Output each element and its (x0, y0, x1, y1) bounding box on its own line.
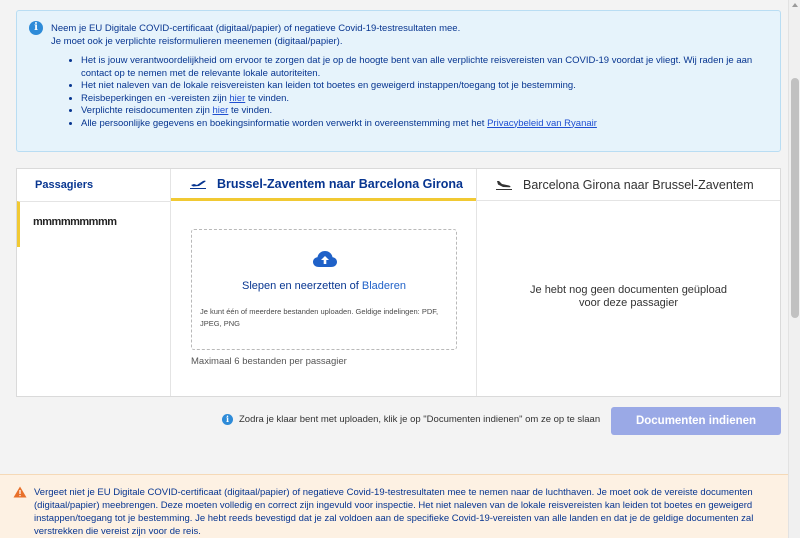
no-documents-line1: Je hebt nog geen documenten geüpload (530, 284, 727, 296)
browse-link[interactable]: Bladeren (361, 280, 406, 292)
travel-documents-link[interactable]: hier (212, 105, 229, 116)
page-scrollbar[interactable] (788, 0, 800, 538)
no-documents-line2: voor deze passagier (578, 297, 679, 309)
info-icon: i (29, 21, 43, 35)
info-bullet (81, 93, 781, 106)
scrollbar-thumb[interactable] (791, 78, 799, 318)
warning-box (0, 474, 788, 538)
passenger-item[interactable] (17, 201, 170, 247)
plane-takeoff-icon (189, 178, 207, 190)
dropzone-text: Slepen en neerzetten of (242, 280, 362, 292)
passenger-name: mmmmmmmmm (33, 216, 117, 228)
info-bullet (81, 118, 781, 131)
warning-icon (13, 485, 27, 497)
info-bullet: • Het is jouw verantwoordelijkheid om ervoor te zorgen dat je op de hoogte bent van alle verplichte reisvereisten van COVID-19 voordat je vliegt. Wij raden je aan contact op te nemen met de relevante lokale autoriteiten. (81, 55, 781, 80)
info-heading (51, 22, 460, 48)
bullet-text: Alle persoonlijke gegevens en boekingsinformatie worden verwerkt in overeenstemming met het (81, 117, 488, 129)
dropzone-instruction (192, 280, 456, 292)
warning-text: Vergeet niet je EU Digitale COVID-certificaat (digitaal/papier) of negatieve Covid-19-testresultaten mee te nemen naar de luchthaven. Je moet ook de vereiste documenten (digitaal/papier) meebrengen. Deze moeten volledig en correct zijn ingevuld voor inspectie. Het niet naleven van de lokale reisvereisten kan leiden tot boetes en geweigerd instappen/toegang tot je bestemming. Je hebt reeds bevestigd dat je zal voldoen aan de specifieke Covid-19-vereisten van alle landen en dat je de geldige documenten zal verstrekken die vereist zijn voor de reis. (34, 487, 754, 537)
bullet-text: te vinden. (228, 105, 273, 116)
info-heading-line2: Je moet ook je verplichte reisformulieren meenemen (digitaal/papier). (51, 36, 343, 47)
info-icon: i (222, 414, 233, 425)
tab-return-label: Barcelona Girona naar Brussel-Zaventem (523, 177, 754, 192)
submit-note-text: Zodra je klaar bent met uploaden, klik je op "Documenten indienen" om ze op te slaan (239, 414, 601, 425)
submit-note (222, 414, 600, 425)
info-heading-line1: Neem je EU Digitale COVID-certificaat (digitaal/papier) of negatieve Covid-19-testresultaten mee. (51, 23, 461, 34)
covid-info-box (16, 10, 781, 152)
document-upload-panel (16, 168, 781, 397)
info-bullet-list (81, 55, 781, 130)
info-bullet (81, 105, 781, 118)
cloud-upload-icon (312, 250, 338, 268)
plane-landing-icon (495, 179, 513, 191)
tab-outbound-flight[interactable] (171, 169, 476, 201)
tab-return-flight[interactable] (476, 169, 780, 201)
tab-outbound-label: Brussel-Zaventem naar Barcelona Girona (217, 176, 463, 191)
bullet-text: Verplichte reisdocumenten zijn (81, 105, 213, 116)
submit-documents-button[interactable]: Documenten indienen (611, 407, 781, 435)
passengers-column (17, 169, 171, 396)
privacy-policy-link[interactable]: Privacybeleid van Ryanair (487, 117, 597, 129)
travel-restrictions-link[interactable]: hier (229, 92, 246, 104)
dropzone-format-hint: Je kunt één of meerdere bestanden uploaden. Geldige indelingen: PDF, JPEG, PNG (200, 307, 439, 328)
bullet-text: te vinden. (245, 92, 290, 104)
no-documents-message (477, 284, 780, 310)
info-bullet: • Het niet naleven van de lokale reisvereisten kan leiden tot boetes en geweigerd instappen/toegang tot je bestemming. (81, 80, 781, 93)
bullet-text: Reisbeperkingen en -vereisten zijn (81, 92, 230, 104)
max-files-note: Maximaal 6 bestanden per passagier (191, 356, 347, 367)
file-dropzone[interactable] (191, 229, 457, 350)
scroll-up-icon[interactable] (792, 3, 798, 7)
passengers-title: Passagiers (35, 179, 94, 191)
